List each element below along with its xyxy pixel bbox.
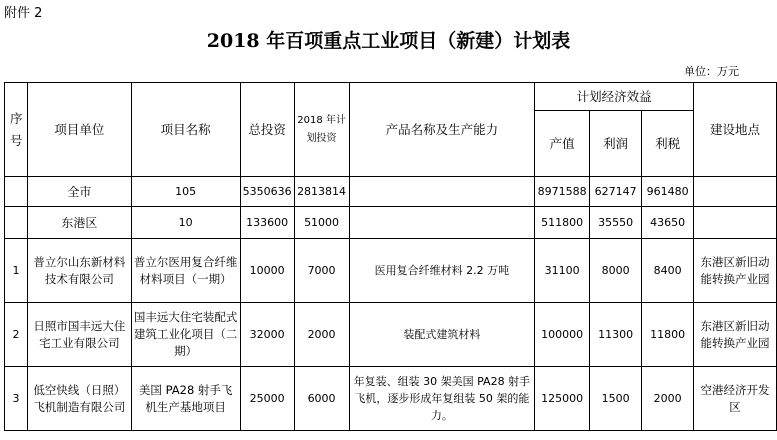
plan-invest: 2000 — [294, 303, 349, 367]
total-invest: 133600 — [240, 207, 294, 239]
header-row-1 — [5, 83, 777, 111]
summary-label: 全市 — [27, 177, 131, 207]
tax-value: 2000 — [642, 367, 694, 431]
total-invest: 32000 — [240, 303, 294, 367]
unit-name-cell: 低空快线（日照）飞机制造有限公司 — [27, 367, 131, 431]
project-count: 10 — [131, 207, 240, 239]
total-invest: 5350636 — [240, 177, 294, 207]
total-invest: 25000 — [240, 367, 294, 431]
attachment-label: 附件 2 — [4, 6, 43, 21]
profit-value: 1500 — [590, 367, 642, 431]
seq-cell: 1 — [5, 239, 28, 303]
header-plan-2018: 2018 年计划投资 — [294, 83, 349, 177]
profit-value: 35550 — [590, 207, 642, 239]
summary-row-district — [5, 207, 777, 239]
product-cell: 装配式建筑材料 — [349, 303, 535, 367]
seq-cell: 3 — [5, 367, 28, 431]
project-count: 105 — [131, 177, 240, 207]
header-total-invest: 总投资 — [240, 83, 294, 177]
project-name-cell: 美国 PA28 射手飞机生产基地项目 — [131, 367, 240, 431]
header-unit-name: 项目单位 — [27, 83, 131, 177]
product-cell — [349, 177, 535, 207]
tax-value: 43650 — [642, 207, 694, 239]
profit-value: 8000 — [590, 239, 642, 303]
unit-name-cell: 日照市国丰远大住宅工业有限公司 — [27, 303, 131, 367]
header-profit: 利润 — [590, 111, 642, 177]
location-cell: 东港区新旧动能转换产业园 — [694, 303, 777, 367]
table-row — [5, 303, 777, 367]
plan-invest: 7000 — [294, 239, 349, 303]
output-value: 31100 — [535, 239, 590, 303]
header-seq: 序号 — [5, 83, 28, 177]
product-cell: 年复装、组装 30 架美国 PA28 射手飞机，逐步形成年复组装 50 架的能力。 — [349, 367, 535, 431]
table-row — [5, 367, 777, 431]
tax-value: 961480 — [642, 177, 694, 207]
summary-label: 东港区 — [27, 207, 131, 239]
unit-name-cell: 普立尔山东新材料技术有限公司 — [27, 239, 131, 303]
output-value: 125000 — [535, 367, 590, 431]
page-title: 2018 年百项重点工业项目（新建）计划表 — [206, 30, 571, 52]
plan-invest: 2813814 — [294, 177, 349, 207]
output-value: 511800 — [535, 207, 590, 239]
unit-label: 单位：万元 — [684, 65, 739, 78]
project-name-cell: 国丰远大住宅装配式建筑工业化项目（二期） — [131, 303, 240, 367]
product-cell: 医用复合纤维材料 2.2 万吨 — [349, 239, 535, 303]
seq-cell — [5, 177, 28, 207]
header-product: 产品名称及生产能力 — [349, 83, 535, 177]
project-table — [4, 82, 777, 431]
summary-row-city — [5, 177, 777, 207]
header-benefit: 计划经济效益 — [535, 83, 694, 111]
location-cell — [694, 177, 777, 207]
header-project-name: 项目名称 — [131, 83, 240, 177]
output-value: 8971588 — [535, 177, 590, 207]
output-value: 100000 — [535, 303, 590, 367]
tax-value: 8400 — [642, 239, 694, 303]
seq-cell: 2 — [5, 303, 28, 367]
project-name-cell: 普立尔医用复合纤维材料项目（一期） — [131, 239, 240, 303]
header-output: 产值 — [535, 111, 590, 177]
plan-invest: 6000 — [294, 367, 349, 431]
product-cell — [349, 207, 535, 239]
seq-cell — [5, 207, 28, 239]
profit-value: 627147 — [590, 177, 642, 207]
tax-value: 11800 — [642, 303, 694, 367]
total-invest: 10000 — [240, 239, 294, 303]
plan-invest: 51000 — [294, 207, 349, 239]
header-tax: 利税 — [642, 111, 694, 177]
header-location: 建设地点 — [694, 83, 777, 177]
location-cell — [694, 207, 777, 239]
location-cell: 空港经济开发区 — [694, 367, 777, 431]
location-cell: 东港区新旧动能转换产业园 — [694, 239, 777, 303]
profit-value: 11300 — [590, 303, 642, 367]
table-row — [5, 239, 777, 303]
